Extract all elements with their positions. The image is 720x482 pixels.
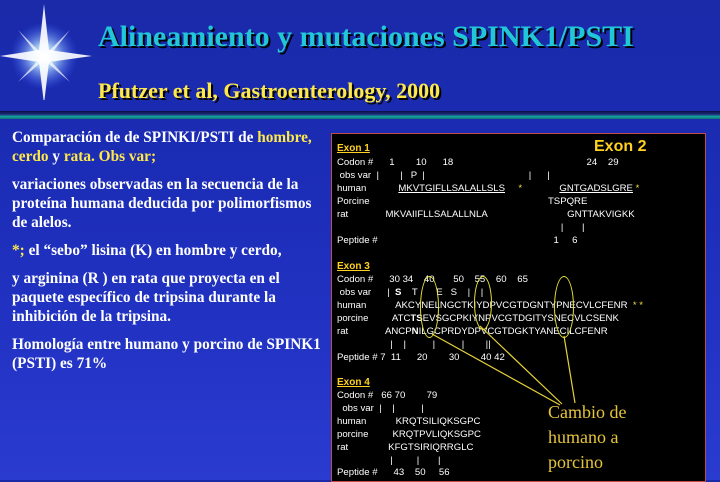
exon1-star: * [505,183,523,194]
exon4-rat: rat KFGTSIRIQRRGLC [337,442,474,453]
slide-title: Alineamiento y mutaciones SPINK1/PSTI [98,20,634,53]
exon3-porcine-a: porcine ATC [337,313,411,324]
exon1-codon: Codon # 1 10 18 24 29 [337,157,619,168]
exon4-bars: | | | [337,455,441,466]
exon1-rat: rat MKVAIIFLLSALALLNLA GNTTAKVIGKK [337,209,635,220]
exon1-porcine: Porcine TSPQRE [337,196,588,207]
exon3-codon: Codon # 30 34 40 50 55 60 65 [337,274,528,285]
exon3-obs-b: T E S | | [401,287,484,298]
exon4-human: human KRQTSILIQKSGPC [337,416,481,427]
exon1-bars: | | [337,222,585,233]
callout-line-c: porcino [548,452,603,472]
paragraph-arginine: y arginina (R ) en rata que proyecta en el paquete específico de tripsina durante la inhibición de la tripsina. [12,270,280,325]
text-asterisk: *; [12,242,25,259]
text-and: y [52,148,61,165]
exon3-rat-n: N [411,326,419,337]
exon4-peptide: Peptide # 43 50 56 [337,467,450,478]
text-species-1: hombre, cerdo [12,129,312,165]
callout-line-2 [480,326,562,404]
slide-subtitle: Pfutzer et al, Gastroenterology, 2000 [98,78,441,103]
exon4-header: Exon 4 [337,377,370,388]
callout-line-a: Cambio de [548,402,627,422]
exon3-peptide: Peptide # 7 11 20 30 40 42 [337,352,505,363]
exon4-porcine: porcine KRQTPVLIQKSGPC [337,429,481,440]
exon4-obs: obs var | | | [337,403,424,414]
callout-line-3 [564,336,575,403]
exon1-obs: obs var | | P | | | [337,170,550,181]
exon1-human-seq: MKVTGIFLLSALALLSLS [398,183,505,194]
callout-line-b: humano a [548,427,619,447]
exon3-porcine-b: EVSGCPKIYNPVCGTDGITYSNECVLCSENK [422,313,619,324]
exon1-star2: * [632,183,640,194]
text-species-2: rata. Obs var; [63,148,157,165]
exon3-human-seq: human AKCYNELNGCTKIYDPVCGTDGNTYPNECVLCFENR [337,300,628,311]
exon4-codon: Codon # 66 70 79 [337,390,438,401]
paragraph-variations: variaciones observadas en la secuencia de la proteína humana deducida por polimorfismos de alelos. [12,176,312,231]
exon3-porcine-t: TS [410,313,423,324]
exon3-obs-s: S [394,287,402,298]
exon3-header: Exon 3 [337,261,370,272]
exon1-human-seq2: GNTGADSLGRE [559,183,633,194]
text-sebo: el “sebo” lisina (K) en hombre y cerdo, [28,242,282,259]
callout-line-1 [432,334,560,405]
exon1-header: Exon 1 [337,143,370,154]
exon2-label: Exon 2 [594,138,647,155]
exon3-rat-a: rat ANCP [337,326,412,337]
exon3-rat-b: ILGCPRDYDPVCGTDGKTYANECILCFENR [418,326,608,337]
paragraph-homology: Homología entre humano y porcino de SPINK1 (PSTI) es 71% [12,336,321,372]
exon3-obs-a: obs var | [337,287,395,298]
text-comparison: Comparación de de SPINKI/PSTI de [12,129,254,146]
exon3-bars: | | | | || [337,339,491,350]
exon1-human-label: human [337,183,367,194]
callout-text [548,400,627,475]
exon1-peptide: Peptide # 1 6 [337,235,578,246]
exon3-stars: * * [627,300,644,311]
